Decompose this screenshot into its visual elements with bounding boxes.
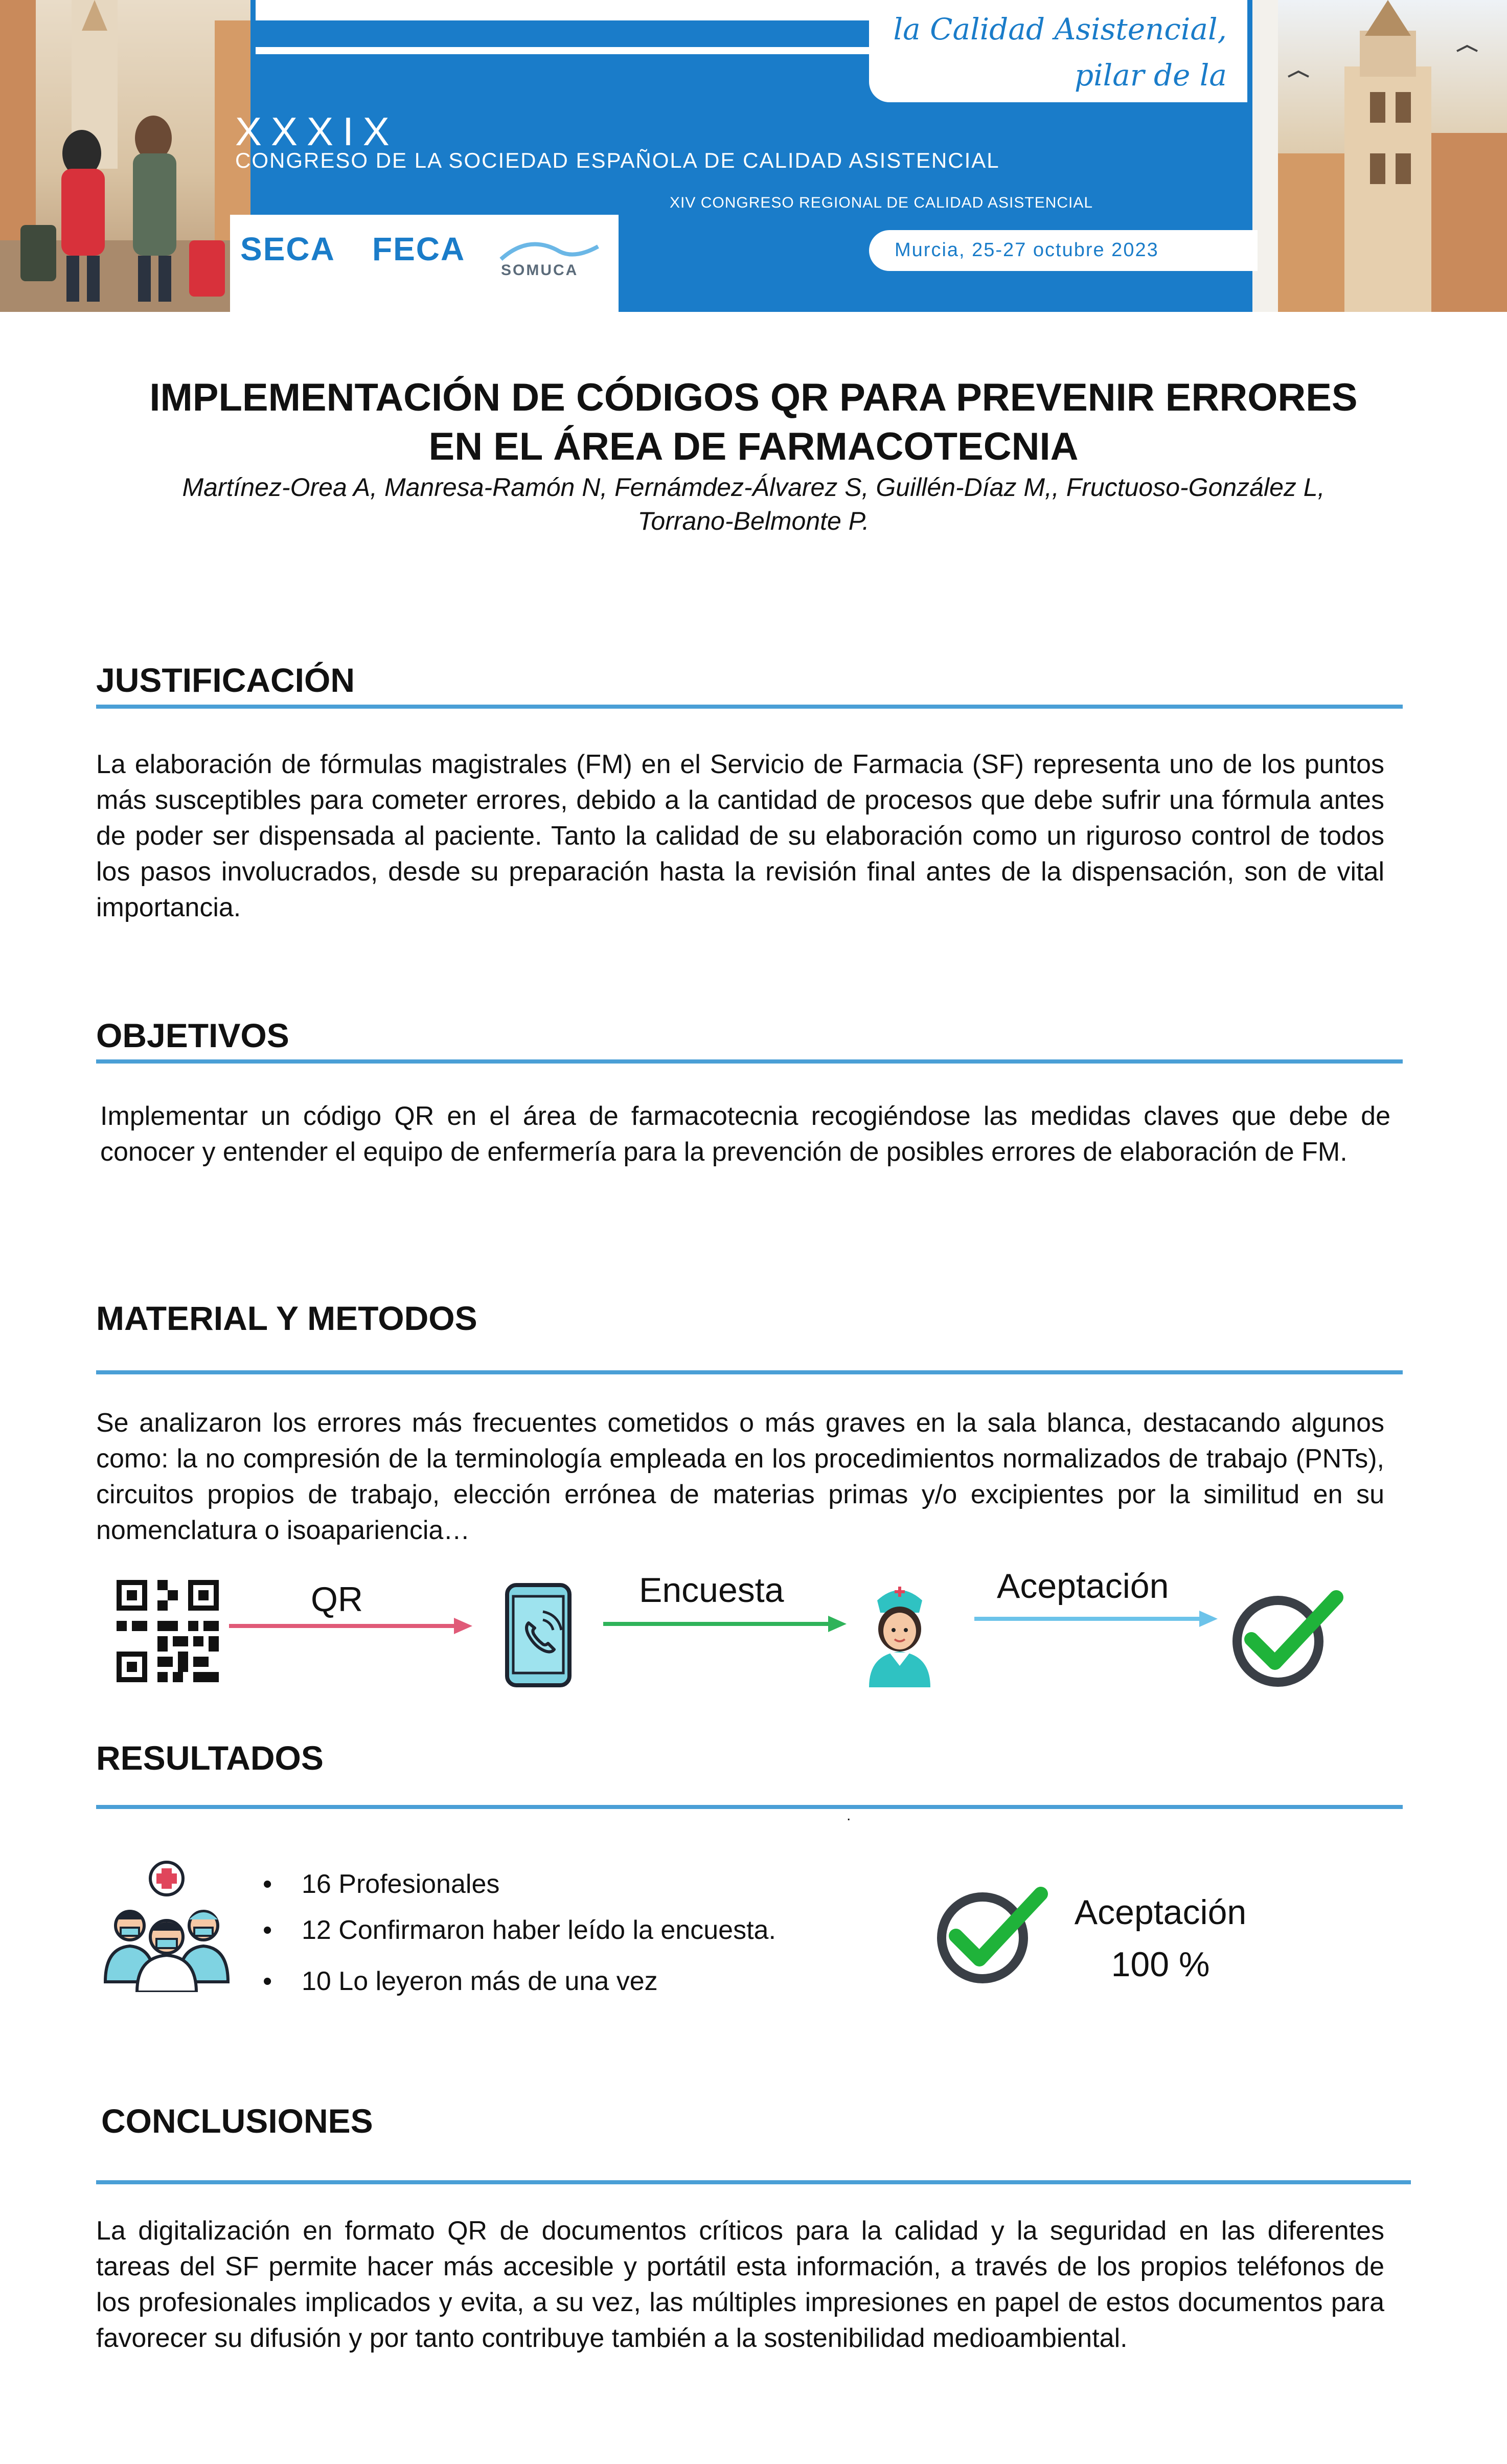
logo-somuca-shape	[498, 236, 601, 262]
flow-arrow-3	[974, 1609, 1220, 1629]
checkmark-circle-icon	[1231, 1590, 1343, 1687]
justificacion-rule	[96, 705, 1403, 709]
conclusiones-text	[96, 2213, 1384, 2356]
authors-line-2: Torrano-Belmonte P.	[637, 507, 870, 535]
congress-date: Murcia, 25-27 octubre 2023	[895, 239, 1159, 261]
logos-box	[230, 215, 619, 312]
checkmark-circle-icon	[935, 1887, 1048, 1984]
objetivos-text	[100, 1098, 1390, 1170]
list-item	[263, 1963, 966, 2009]
acceptance-value: 100 %	[1111, 1945, 1210, 1984]
resultados-heading: RESULTADOS	[96, 1739, 324, 1777]
flow-label-encuesta: Encuesta	[639, 1571, 784, 1610]
resultado-2: 12 Confirmaron haber leído la encuesta.	[302, 1915, 776, 1945]
medical-team-icon	[100, 1859, 233, 1992]
flow-arrow-1	[229, 1616, 474, 1636]
justificacion-text	[96, 747, 1384, 925]
bullet-marker: •	[263, 1966, 272, 1996]
justificacion-heading: JUSTIFICACIÓN	[96, 661, 355, 699]
slogan-line-1: la Calidad Asistencial,	[893, 12, 1227, 47]
slogan-box	[869, 0, 1247, 132]
material-heading: MATERIAL Y METODOS	[96, 1299, 477, 1337]
list-item	[263, 1866, 966, 1912]
conclusiones-rule	[96, 2180, 1411, 2184]
objetivos-paragraph: Implementar un código QR en el área de farmacotecnia recogiéndose las medidas claves que debe de conocer y entender el equipo de enfermería para la prevención de posibles errores de elaboración de FM.	[100, 1101, 1390, 1167]
objetivos-rule	[96, 1059, 1403, 1064]
resultados-rule	[96, 1805, 1403, 1809]
flow-label-qr: QR	[311, 1580, 363, 1619]
conclusiones-heading: CONCLUSIONES	[101, 2102, 373, 2140]
congress-banner	[0, 0, 1507, 312]
material-paragraph: Se analizaron los errores más frecuentes cometidos o más graves en la sala blanca, destacando algunos como: la no compresión de la terminología empleada en los procedimientos normalizados de trabajo (PNTs), circuitos propios de trabajo, elección errónea de materias primas y/o excipientes por la similitud en su nomenclatura o isoapariencia…	[96, 1408, 1384, 1545]
logo-somuca: SOMUCA	[501, 262, 579, 279]
resultado-1: 16 Profesionales	[302, 1869, 500, 1899]
slogan-line-2: pilar de la sostenibilidad	[1017, 58, 1227, 132]
flow-label-aceptacion: Aceptación	[997, 1567, 1169, 1606]
conclusiones-paragraph: La digitalización en formato QR de documentos críticos para la calidad y la seguridad en las diferentes tareas del SF permite hacer más accesible y portátil esta información, a través de los propios teléfonos de los profesionales implicados y evita, a su vez, las múltiples impresiones en papel de estos documentos para favorecer su difusión y por tanto contribuye también a la sostenibilidad medioambiental.	[96, 2216, 1384, 2353]
regional-congress: XIV CONGRESO REGIONAL DE CALIDAD ASISTENCIAL	[670, 194, 1093, 211]
banner-illustration-left	[0, 0, 250, 312]
nurse-icon	[864, 1580, 935, 1687]
flow-arrow-2	[603, 1614, 849, 1634]
material-rule	[96, 1370, 1403, 1374]
banner-illustration-right	[1278, 0, 1507, 312]
authors-line-1: Martínez-Orea A, Manresa-Ramón N, Fernámdez-Álvarez S, Guillén-Díaz M,, Fructuoso-González L,	[182, 473, 1325, 502]
poster-title-line-1: IMPLEMENTACIÓN DE CÓDIGOS QR PARA PREVENIR ERRORES	[149, 376, 1358, 419]
resultados-dot: .	[847, 1807, 851, 1824]
list-item	[263, 1912, 966, 1963]
logo-seca: SECA	[240, 231, 335, 267]
resultados-list	[256, 1866, 966, 2009]
banner-stripe	[256, 47, 930, 54]
date-box	[869, 230, 1258, 271]
justificacion-paragraph: La elaboración de fórmulas magistrales (FM) en el Servicio de Farmacia (SF) representa uno de los puntos más susceptibles para cometer errores, debido a la cantidad de procesos que debe sufrir una fórmula antes de poder ser dispensada al paciente. Tanto la calidad de su elaboración como un riguroso control de todos los pasos involucrados, desde su preparación hasta la revisión final antes de la dispensación, son de vital importancia.	[96, 750, 1384, 922]
bullet-marker: •	[263, 1869, 272, 1899]
qr-code-icon	[117, 1580, 219, 1682]
acceptance-label: Aceptación	[1074, 1893, 1247, 1932]
congress-name: CONGRESO DE LA SOCIEDAD ESPAÑOLA DE CALIDAD ASISTENCIAL	[235, 148, 1000, 172]
poster-title-line-2: EN EL ÁREA DE FARMACOTECNIA	[428, 425, 1079, 468]
bullet-marker: •	[263, 1915, 272, 1945]
congress-number: XXXIX	[235, 109, 399, 154]
smartphone-call-icon	[505, 1583, 572, 1687]
material-text	[96, 1405, 1384, 1548]
resultado-3: 10 Lo leyeron más de una vez	[302, 1966, 658, 1996]
logo-feca: FECA	[372, 231, 466, 267]
objetivos-heading: OBJETIVOS	[96, 1016, 289, 1054]
